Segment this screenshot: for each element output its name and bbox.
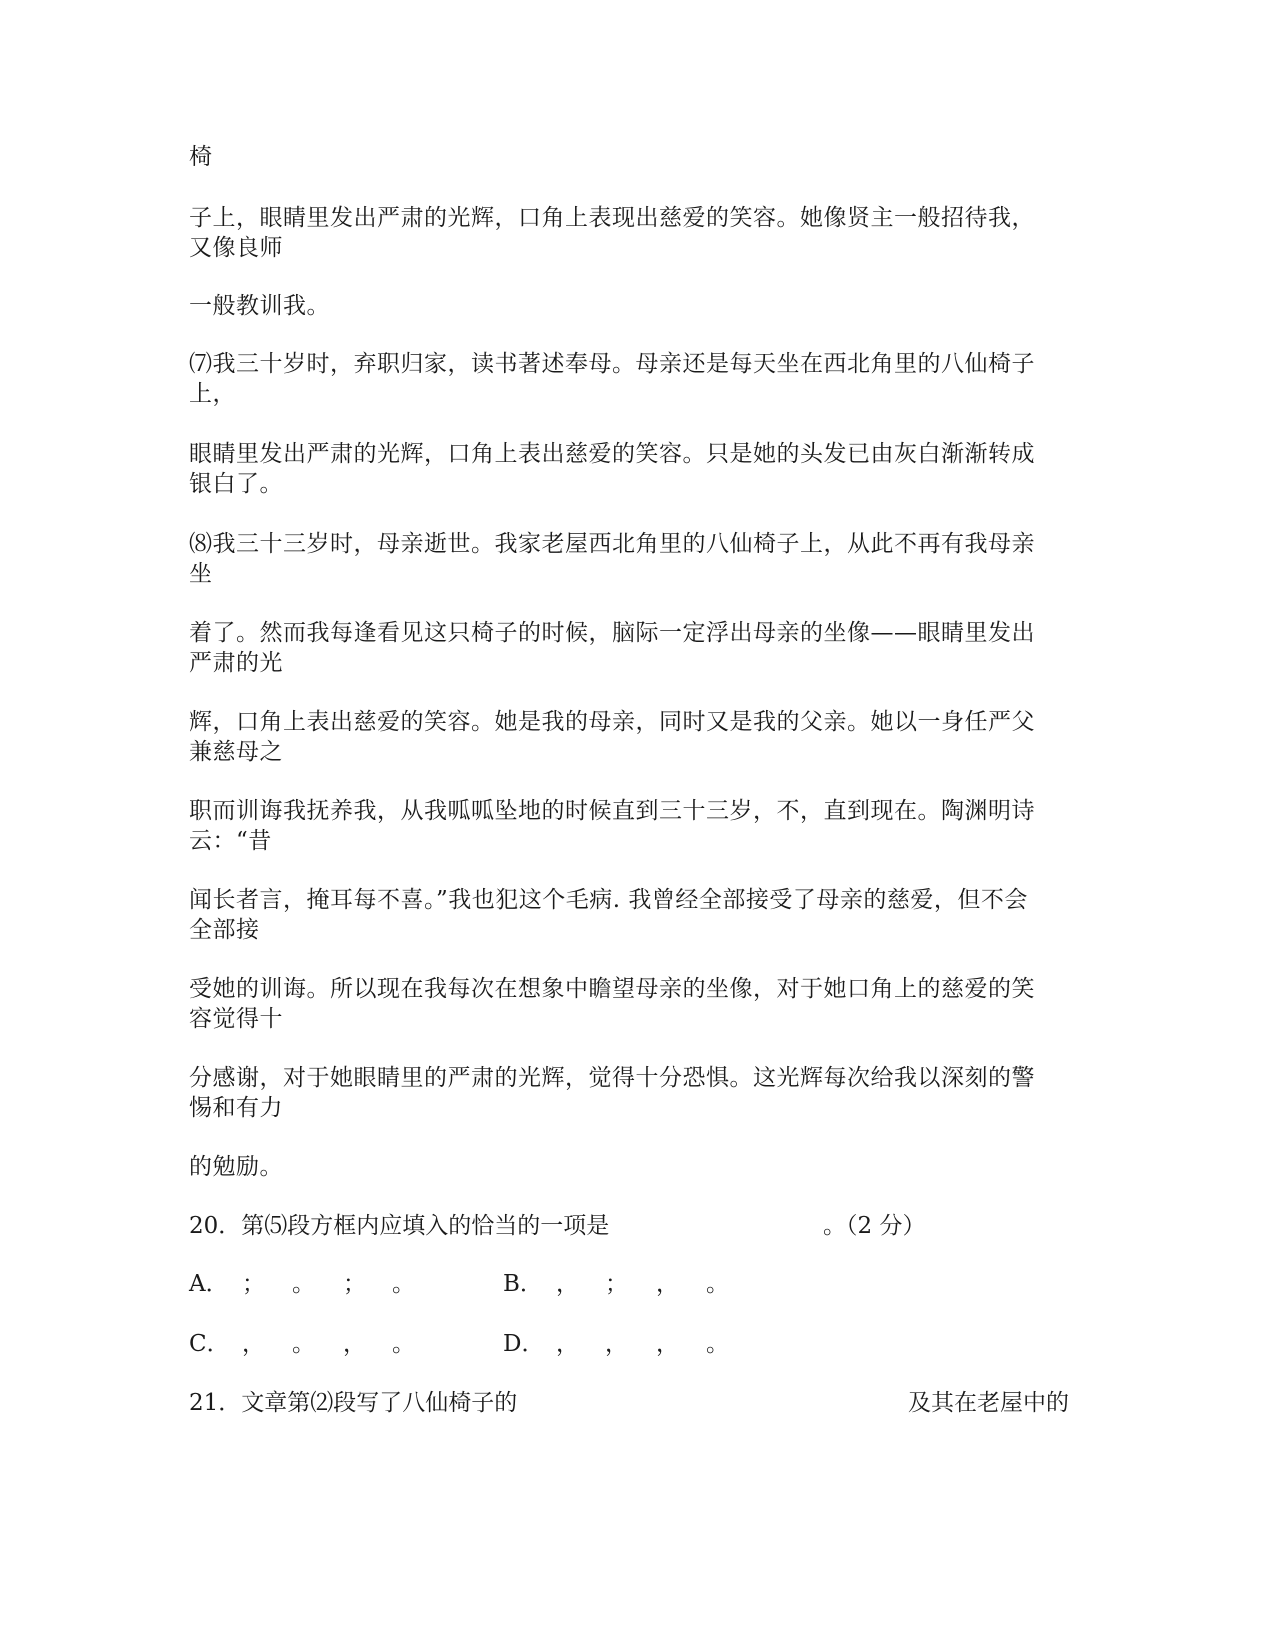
option-b-mark: ， [556, 1271, 579, 1297]
passage-line: 的勉励。 [189, 1154, 283, 1180]
passage-line: 兼慈母之 [189, 739, 283, 765]
passage-line: 一般教训我。 [189, 293, 330, 319]
passage-line: 子上，眼睛里发出严肃的光辉，口角上表现出慈爱的笑容。她像贤主一般招待我， [189, 205, 1035, 231]
passage-line: 着了。然而我每逢看见这只椅子的时候，脑际一定浮出母亲的坐像——眼睛里发出 [189, 620, 1035, 646]
option-a-mark: 。 [392, 1271, 415, 1297]
passage-line: 椅 [189, 144, 213, 170]
passage-line: 辉，口角上表出慈爱的笑容。她是我的母亲，同时又是我的父亲。她以一身任严父 [189, 709, 1035, 735]
passage-line: 分感谢，对于她眼睛里的严肃的光辉，觉得十分恐惧。这光辉每次给我以深刻的警 [189, 1065, 1035, 1091]
option-a-mark: ； [242, 1271, 265, 1297]
option-c-mark: 。 [292, 1331, 315, 1357]
option-d-mark: ， [605, 1331, 628, 1357]
option-b-mark: ， [656, 1271, 679, 1297]
option-a-label: A． [189, 1271, 229, 1297]
option-d-mark: 。 [706, 1331, 729, 1357]
option-b-mark: ； [605, 1271, 628, 1297]
passage-line: 眼睛里发出严肃的光辉，口角上表出慈爱的笑容。只是她的头发已由灰白渐渐转成 [189, 441, 1035, 467]
passage-line: 严肃的光 [189, 650, 283, 676]
option-c-mark: 。 [392, 1331, 415, 1357]
passage-line: 云：“昔 [189, 828, 272, 854]
passage-line: 又像良师 [189, 235, 283, 261]
option-a-mark: 。 [292, 1271, 315, 1297]
option-a-mark: ； [343, 1271, 366, 1297]
passage-line: 闻长者言，掩耳每不喜。”我也犯这个毛病. 我曾经全部接受了母亲的慈爱，但不会 [189, 887, 1028, 913]
option-c-mark: ， [343, 1331, 366, 1357]
question-20-points: 。（2 分） [823, 1213, 926, 1239]
option-c-mark: ， [242, 1331, 265, 1357]
option-b-label: B． [503, 1271, 543, 1297]
passage-line: 职而训诲我抚养我，从我呱呱坠地的时候直到三十三岁，不，直到现在。陶渊明诗 [189, 798, 1035, 824]
passage-line: ⑺我三十岁时，弃职归家，读书著述奉母。母亲还是每天坐在西北角里的八仙椅子 [189, 351, 1035, 377]
passage-line: 全部接 [189, 917, 260, 943]
question-21-stem: 21．文章第⑵段写了八仙椅子的 [189, 1390, 518, 1416]
question-20-stem: 20．第⑸段方框内应填入的恰当的一项是 [189, 1213, 610, 1239]
option-d-mark: ， [656, 1331, 679, 1357]
passage-line: 坐 [189, 561, 213, 587]
option-d-mark: ， [556, 1331, 579, 1357]
passage-line: ⑻我三十三岁时，母亲逝世。我家老屋西北角里的八仙椅子上，从此不再有我母亲 [189, 531, 1035, 557]
passage-line: 银白了。 [189, 471, 283, 497]
question-21-tail: 及其在老屋中的 [908, 1390, 1069, 1416]
passage-line: 容觉得十 [189, 1006, 283, 1032]
passage-line: 惕和有力 [189, 1095, 283, 1121]
option-d-label: D． [503, 1331, 545, 1357]
passage-line: 上， [189, 381, 236, 407]
passage-line: 受她的训诲。所以现在我每次在想象中瞻望母亲的坐像，对于她口角上的慈爱的笑 [189, 976, 1035, 1002]
option-c-label: C． [189, 1331, 230, 1357]
option-b-mark: 。 [706, 1271, 729, 1297]
